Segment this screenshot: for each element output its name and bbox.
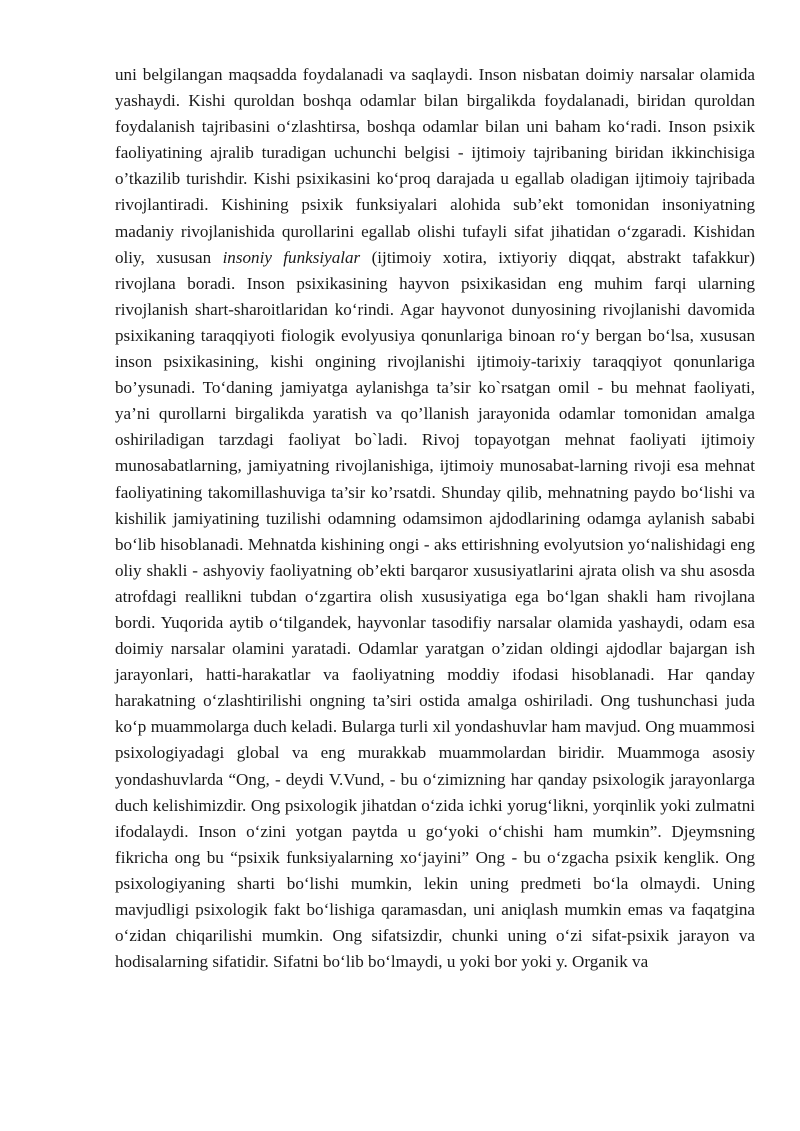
paragraph-text-part-1: uni belgilangan maqsadda foydalanadi va saqlaydi. Inson nisbatan doimiy narsalar olamida yashaydi. Kishi quroldan boshqa odamlar bilan birgalikda foydalanadi, biridan quroldan foydalanish tajribasini o‘zlashtirsa, boshqa odamlar bilan uni baham ko‘radi. Inson psixik faoliyatining ajralib turadigan uchunchi belgisi - ijtimoiy tajribaning biridan ikkinchisiga o’tkazilib turishdir. Kishi psixikasini ko‘proq darajada u egallab oladigan ijtimoiy tajribada rivojlantiradi. Kishining psixik funksiyalari alohida sub’ekt tomonidan insoniyatning madaniy rivojlanishida qurollarini egallab olishi tufayli sifat jihatidan o‘zgaradi. Kishidan oliy, xususan — [115, 65, 755, 267]
paragraph-text-part-2: (ijtimoiy xotira, ixtiyoriy diqqat, abstrakt tafakkur) rivojlana boradi. Inson psixikasining hayvon psixikasidan eng muhim farqi ularning rivojlanish shart-sharoitlaridan ko‘rindi. Agar hayvonot dunyosining rivojlanishi davomida psixikaning taraqqiyoti fiologik evolyusiya qonunlariga binoan ro‘y bergan bo‘lsa, xususan inson psixikasining, kishi ongining rivojlanishi ijtimoiy-tarixiy taraqqiyot qonunlariga bo’ysunadi. To‘daning jamiyatga aylanishga ta’sir ko`rsatgan omil - bu mehnat faoliyati, ya’ni qurollarni birgalikda yaratish va qo’llanish jarayonida odamlar tomonidan amalga oshiriladigan tarzdagi faoliyat bo`ladi. Rivoj topayotgan mehnat faoliyati ijtimoiy munosabatlarning, jamiyatning rivojlanishiga, ijtimoiy munosabat-larning rivoji esa mehnat faoliyatining takomillashuviga ta’sir ko’rsatdi. Shunday qilib, mehnatning paydo bo‘lishi va kishilik jamiyatining tuzilishi odamning odamsimon ajdodlarining odamga aylanish sababi bo‘lib hisoblanadi. Mehnatda kishining ongi - aks ettirishning evolyutsion yo‘nalishidagi eng oliy shakli - ashyoviy faoliyatning ob’ekti barqaror xususiyatlarini ajrata olish va shu asosda atrofdagi reallikni tubdan o‘zgartira olish xususiyatiga ega bo‘lgan shakli ham rivojlana bordi. Yuqorida aytib o‘tilgandek, hayvonlar tasodifiy narsalar olamida yashaydi, odam esa doimiy narsalar olamini yaratadi. Odamlar yaratgan o’zidan oldingi ajdodlar bajargan ish jarayonlari, hatti-harakatlar va faoliyatning moddiy ifodasi hisoblanadi. Har qanday harakatning o‘zlashtirilishi ongning ta’siri ostida amalga oshiriladi. Ong tushunchasi juda ko‘p muammolarga duch keladi. Bularga turli xil yondashuvlar ham mavjud. Ong muammosi psixologiyadagi global va eng murakkab muammolardan biridir. Muammoga asosiy yondashuvlarda “Ong, - deydi V.Vund, - bu o‘zimizning har qanday psixologik jarayonlarga duch kelishimizdir. Ong psixologik jihatdan o‘zida ichki yorug‘likni, yorqinlik yoki zulmatni ifodalaydi. Inson o‘zini yotgan paytda u go‘yoki o‘chishi ham mumkin”. Djeymsning fikricha ong bu “psixik funksiyalarning xo‘jayini” Ong - bu o‘zgacha psixik kenglik. Ong psixologiyaning sharti bo‘lishi mumkin, lekin uning predmeti bo‘la olmaydi. Uning mavjudligi psixologik fakt bo‘lishiga qaramasdan, uni aniqlash mumkin emas va faqatgina o‘zidan chiqarilishi mumkin. Ong sifatsizdir, chunki uning o‘zi sifat-psixik jarayon va hodisalarning sifatidir. Sifatni bo‘lib bo‘lmaydi, u yoki bor yoki y. Organik va — [115, 247, 755, 972]
italic-term: insoniy funksiyalar — [222, 247, 361, 267]
body-paragraph — [115, 62, 755, 975]
document-page — [115, 62, 755, 975]
